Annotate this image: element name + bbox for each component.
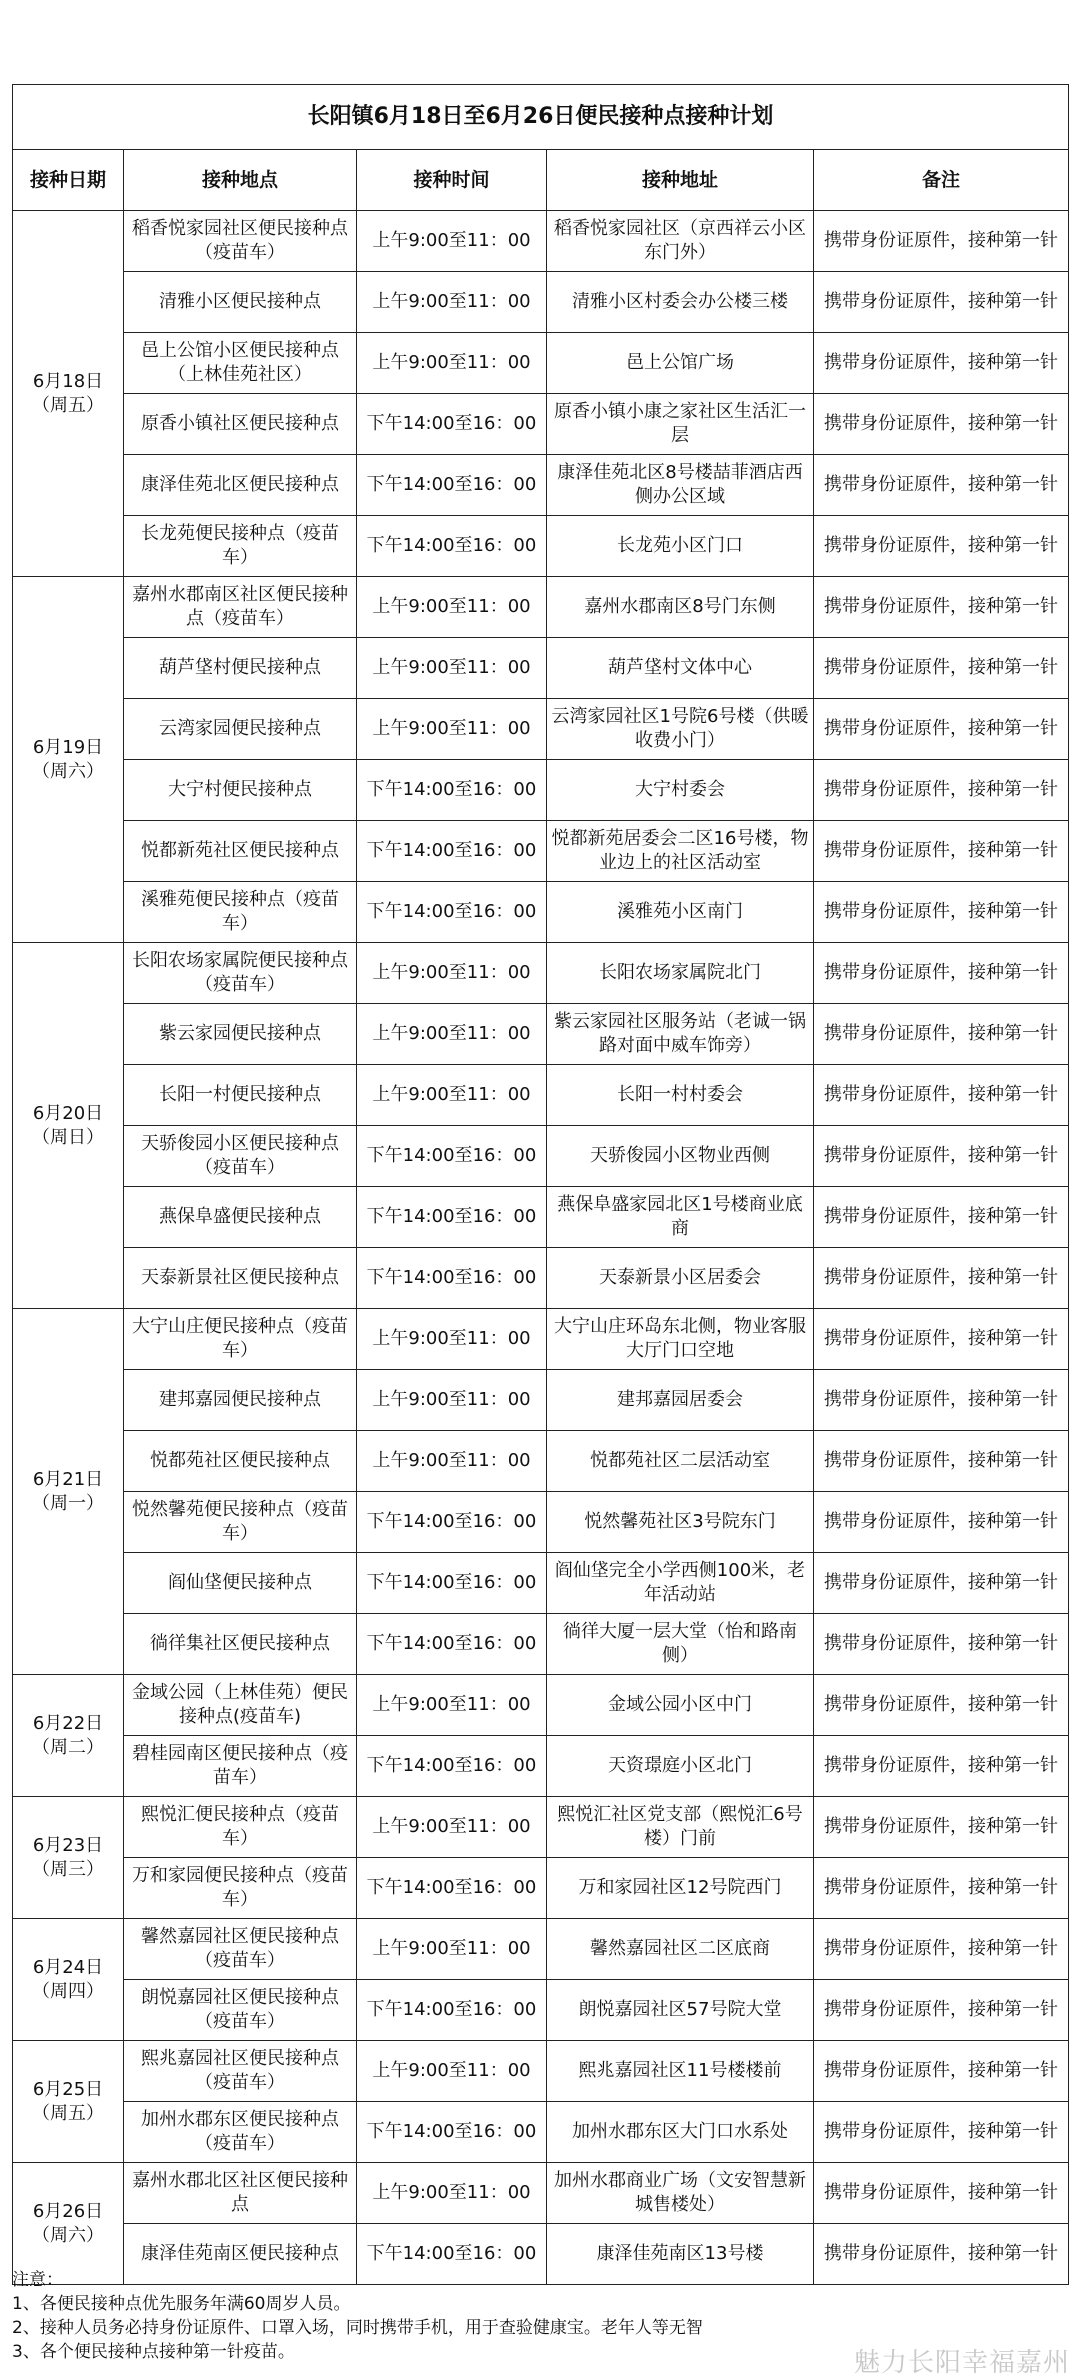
address-cell: 万和家园社区12号院西门 xyxy=(547,1858,814,1919)
remarks-cell: 携带身份证原件，接种第一针 xyxy=(814,1126,1069,1187)
time-cell: 下午14:00至16：00 xyxy=(357,394,547,455)
time-cell: 下午14:00至16：00 xyxy=(357,516,547,577)
site-cell: 熙兆嘉园社区便民接种点（疫苗车） xyxy=(124,2041,357,2102)
address-cell: 长阳一村村委会 xyxy=(547,1065,814,1126)
site-cell: 溪雅苑便民接种点（疫苗车） xyxy=(124,882,357,943)
time-cell: 上午9:00至11：00 xyxy=(357,2041,547,2102)
table-row xyxy=(13,1919,1069,1980)
remarks-cell: 携带身份证原件，接种第一针 xyxy=(814,2102,1069,2163)
address-cell: 悦都苑社区二层活动室 xyxy=(547,1431,814,1492)
remarks-cell: 携带身份证原件，接种第一针 xyxy=(814,1675,1069,1736)
time-cell: 上午9:00至11：00 xyxy=(357,638,547,699)
address-cell: 嘉州水郡南区8号门东侧 xyxy=(547,577,814,638)
time-cell: 下午14:00至16：00 xyxy=(357,1248,547,1309)
remarks-cell: 携带身份证原件，接种第一针 xyxy=(814,1858,1069,1919)
site-cell: 长阳一村便民接种点 xyxy=(124,1065,357,1126)
time-cell: 上午9:00至11：00 xyxy=(357,2163,547,2224)
time-cell: 上午9:00至11：00 xyxy=(357,1919,547,1980)
table-row xyxy=(13,1614,1069,1675)
header-time: 接种时间 xyxy=(357,150,547,211)
site-cell: 稻香悦家园社区便民接种点（疫苗车） xyxy=(124,211,357,272)
time-cell: 上午9:00至11：00 xyxy=(357,1309,547,1370)
remarks-cell: 携带身份证原件，接种第一针 xyxy=(814,1370,1069,1431)
table-row xyxy=(13,1736,1069,1797)
time-cell: 上午9:00至11：00 xyxy=(357,1370,547,1431)
header-row xyxy=(13,150,1069,211)
time-cell: 下午14:00至16：00 xyxy=(357,1126,547,1187)
remarks-cell: 携带身份证原件，接种第一针 xyxy=(814,333,1069,394)
date-cell: 6月24日 （周四） xyxy=(13,1919,124,2041)
time-cell: 下午14:00至16：00 xyxy=(357,1980,547,2041)
remarks-cell: 携带身份证原件，接种第一针 xyxy=(814,1736,1069,1797)
table-row xyxy=(13,1431,1069,1492)
address-cell: 建邦嘉园居委会 xyxy=(547,1370,814,1431)
remarks-cell: 携带身份证原件，接种第一针 xyxy=(814,821,1069,882)
address-cell: 燕保阜盛家园北区1号楼商业底商 xyxy=(547,1187,814,1248)
time-cell: 上午9:00至11：00 xyxy=(357,1431,547,1492)
remarks-cell: 携带身份证原件，接种第一针 xyxy=(814,760,1069,821)
remarks-cell: 携带身份证原件，接种第一针 xyxy=(814,1187,1069,1248)
address-cell: 金域公园小区中门 xyxy=(547,1675,814,1736)
site-cell: 建邦嘉园便民接种点 xyxy=(124,1370,357,1431)
site-cell: 朗悦嘉园社区便民接种点（疫苗车） xyxy=(124,1980,357,2041)
time-cell: 上午9:00至11：00 xyxy=(357,1675,547,1736)
time-cell: 下午14:00至16：00 xyxy=(357,2224,547,2285)
table-row xyxy=(13,760,1069,821)
remarks-cell: 携带身份证原件，接种第一针 xyxy=(814,2224,1069,2285)
table-row xyxy=(13,2041,1069,2102)
address-cell: 馨然嘉园社区二区底商 xyxy=(547,1919,814,1980)
address-cell: 邑上公馆广场 xyxy=(547,333,814,394)
address-cell: 加州水郡商业广场（文安智慧新城售楼处） xyxy=(547,2163,814,2224)
address-cell: 熙兆嘉园社区11号楼楼前 xyxy=(547,2041,814,2102)
address-cell: 悦然馨苑社区3号院东门 xyxy=(547,1492,814,1553)
time-cell: 下午14:00至16：00 xyxy=(357,1858,547,1919)
remarks-cell: 携带身份证原件，接种第一针 xyxy=(814,1553,1069,1614)
address-cell: 长阳农场家属院北门 xyxy=(547,943,814,1004)
address-cell: 清雅小区村委会办公楼三楼 xyxy=(547,272,814,333)
time-cell: 上午9:00至11：00 xyxy=(357,699,547,760)
note-item: 1、各便民接种点优先服务年满60周岁人员。 xyxy=(12,2294,351,2314)
site-cell: 熙悦汇便民接种点（疫苗车） xyxy=(124,1797,357,1858)
date-cell: 6月22日 （周二） xyxy=(13,1675,124,1797)
remarks-cell: 携带身份证原件，接种第一针 xyxy=(814,1248,1069,1309)
table-row xyxy=(13,1675,1069,1736)
time-cell: 上午9:00至11：00 xyxy=(357,1004,547,1065)
site-cell: 康泽佳苑南区便民接种点 xyxy=(124,2224,357,2285)
table-row xyxy=(13,1309,1069,1370)
date-cell: 6月21日（周一） xyxy=(13,1309,124,1675)
time-cell: 上午9:00至11：00 xyxy=(357,272,547,333)
table-row xyxy=(13,1004,1069,1065)
address-cell: 熙悦汇社区党支部（熙悦汇6号楼）门前 xyxy=(547,1797,814,1858)
table-row xyxy=(13,1187,1069,1248)
site-cell: 燕保阜盛便民接种点 xyxy=(124,1187,357,1248)
remarks-cell: 携带身份证原件，接种第一针 xyxy=(814,1431,1069,1492)
site-cell: 万和家园便民接种点（疫苗车） xyxy=(124,1858,357,1919)
table-row xyxy=(13,211,1069,272)
remarks-cell: 携带身份证原件，接种第一针 xyxy=(814,1797,1069,1858)
table-row xyxy=(13,516,1069,577)
address-cell: 稻香悦家园社区（京西祥云小区东门外） xyxy=(547,211,814,272)
address-cell: 天骄俊园小区物业西侧 xyxy=(547,1126,814,1187)
table-row xyxy=(13,1858,1069,1919)
address-cell: 康泽佳苑南区13号楼 xyxy=(547,2224,814,2285)
header-address: 接种地址 xyxy=(547,150,814,211)
table-row xyxy=(13,333,1069,394)
site-cell: 大宁村便民接种点 xyxy=(124,760,357,821)
table-row xyxy=(13,821,1069,882)
address-cell: 阎仙垡完全小学西侧100米，老年活动站 xyxy=(547,1553,814,1614)
site-cell: 悦都苑社区便民接种点 xyxy=(124,1431,357,1492)
site-cell: 悦然馨苑便民接种点（疫苗车） xyxy=(124,1492,357,1553)
remarks-cell: 携带身份证原件，接种第一针 xyxy=(814,699,1069,760)
time-cell: 上午9:00至11：00 xyxy=(357,211,547,272)
table-row xyxy=(13,1248,1069,1309)
time-cell: 下午14:00至16：00 xyxy=(357,1614,547,1675)
time-cell: 下午14:00至16：00 xyxy=(357,882,547,943)
address-cell: 长龙苑小区门口 xyxy=(547,516,814,577)
remarks-cell: 携带身份证原件，接种第一针 xyxy=(814,882,1069,943)
site-cell: 天骄俊园小区便民接种点（疫苗车） xyxy=(124,1126,357,1187)
date-cell: 6月20日（周日） xyxy=(13,943,124,1309)
site-cell: 邑上公馆小区便民接种点（上林佳苑社区） xyxy=(124,333,357,394)
time-cell: 上午9:00至11：00 xyxy=(357,943,547,1004)
remarks-cell: 携带身份证原件，接种第一针 xyxy=(814,1492,1069,1553)
header-site: 接种地点 xyxy=(124,150,357,211)
remarks-cell: 携带身份证原件，接种第一针 xyxy=(814,1919,1069,1980)
remarks-cell: 携带身份证原件，接种第一针 xyxy=(814,577,1069,638)
schedule-sheet xyxy=(12,84,1068,2285)
time-cell: 上午9:00至11：00 xyxy=(357,1065,547,1126)
remarks-cell: 携带身份证原件，接种第一针 xyxy=(814,2163,1069,2224)
address-cell: 加州水郡东区大门口水系处 xyxy=(547,2102,814,2163)
address-cell: 徜徉大厦一层大堂（怡和路南侧） xyxy=(547,1614,814,1675)
table-row xyxy=(13,1797,1069,1858)
address-cell: 原香小镇小康之家社区生活汇一层 xyxy=(547,394,814,455)
date-cell: 6月23日 （周三） xyxy=(13,1797,124,1919)
remarks-cell: 携带身份证原件，接种第一针 xyxy=(814,272,1069,333)
table-row xyxy=(13,1370,1069,1431)
time-cell: 下午14:00至16：00 xyxy=(357,1553,547,1614)
remarks-cell: 携带身份证原件，接种第一针 xyxy=(814,1065,1069,1126)
remarks-cell: 携带身份证原件，接种第一针 xyxy=(814,516,1069,577)
remarks-cell: 携带身份证原件，接种第一针 xyxy=(814,1614,1069,1675)
site-cell: 清雅小区便民接种点 xyxy=(124,272,357,333)
remarks-cell: 携带身份证原件，接种第一针 xyxy=(814,638,1069,699)
time-cell: 上午9:00至11：00 xyxy=(357,1797,547,1858)
header-date: 接种日期 xyxy=(13,150,124,211)
remarks-cell: 携带身份证原件，接种第一针 xyxy=(814,1980,1069,2041)
time-cell: 下午14:00至16：00 xyxy=(357,821,547,882)
table-row xyxy=(13,455,1069,516)
table-row xyxy=(13,1553,1069,1614)
site-cell: 葫芦垡村便民接种点 xyxy=(124,638,357,699)
site-cell: 加州水郡东区便民接种点（疫苗车） xyxy=(124,2102,357,2163)
site-cell: 天泰新景社区便民接种点 xyxy=(124,1248,357,1309)
site-cell: 碧桂园南区便民接种点（疫苗车） xyxy=(124,1736,357,1797)
table-row xyxy=(13,882,1069,943)
table-row xyxy=(13,2102,1069,2163)
remarks-cell: 携带身份证原件，接种第一针 xyxy=(814,1309,1069,1370)
address-cell: 悦都新苑居委会二区16号楼，物业边上的社区活动室 xyxy=(547,821,814,882)
table-row xyxy=(13,699,1069,760)
site-cell: 馨然嘉园社区便民接种点（疫苗车） xyxy=(124,1919,357,1980)
address-cell: 康泽佳苑北区8号楼喆菲酒店西侧办公区域 xyxy=(547,455,814,516)
site-cell: 悦都新苑社区便民接种点 xyxy=(124,821,357,882)
time-cell: 下午14:00至16：00 xyxy=(357,2102,547,2163)
site-cell: 大宁山庄便民接种点（疫苗车） xyxy=(124,1309,357,1370)
address-cell: 朗悦嘉园社区57号院大堂 xyxy=(547,1980,814,2041)
table-row xyxy=(13,577,1069,638)
address-cell: 天资璟庭小区北门 xyxy=(547,1736,814,1797)
site-cell: 紫云家园便民接种点 xyxy=(124,1004,357,1065)
site-cell: 金域公园（上林佳苑）便民接种点(疫苗车) xyxy=(124,1675,357,1736)
date-cell: 6月25日 （周五） xyxy=(13,2041,124,2163)
date-cell: 6月26日 （周六） xyxy=(13,2163,124,2285)
notes-heading: 注意： xyxy=(12,2270,63,2290)
site-cell: 阎仙垡便民接种点 xyxy=(124,1553,357,1614)
address-cell: 天泰新景小区居委会 xyxy=(547,1248,814,1309)
time-cell: 下午14:00至16：00 xyxy=(357,1492,547,1553)
site-cell: 长阳农场家属院便民接种点（疫苗车） xyxy=(124,943,357,1004)
address-cell: 溪雅苑小区南门 xyxy=(547,882,814,943)
table-row xyxy=(13,1065,1069,1126)
remarks-cell: 携带身份证原件，接种第一针 xyxy=(814,943,1069,1004)
time-cell: 上午9:00至11：00 xyxy=(357,577,547,638)
time-cell: 下午14:00至16：00 xyxy=(357,760,547,821)
table-title: 长阳镇6月18日至6月26日便民接种点接种计划 xyxy=(13,85,1069,150)
schedule-body xyxy=(13,211,1069,2285)
schedule-table xyxy=(12,84,1069,2285)
table-row xyxy=(13,272,1069,333)
table-row xyxy=(13,943,1069,1004)
table-row xyxy=(13,394,1069,455)
date-cell: 6月18日 （周五） xyxy=(13,211,124,577)
note-item: 2、接种人员务必持身份证原件、口罩入场，同时携带手机，用于查验健康宝。老年人等无智 xyxy=(12,2318,703,2338)
table-row xyxy=(13,638,1069,699)
address-cell: 紫云家园社区服务站（老诚一锅路对面中威车饰旁） xyxy=(547,1004,814,1065)
table-row xyxy=(13,1980,1069,2041)
remarks-cell: 携带身份证原件，接种第一针 xyxy=(814,211,1069,272)
site-cell: 嘉州水郡北区社区便民接种点 xyxy=(124,2163,357,2224)
remarks-cell: 携带身份证原件，接种第一针 xyxy=(814,394,1069,455)
time-cell: 下午14:00至16：00 xyxy=(357,455,547,516)
note-item: 3、各个便民接种点接种第一针疫苗。 xyxy=(12,2342,295,2362)
time-cell: 下午14:00至16：00 xyxy=(357,1736,547,1797)
address-cell: 大宁村委会 xyxy=(547,760,814,821)
site-cell: 嘉州水郡南区社区便民接种点（疫苗车） xyxy=(124,577,357,638)
site-cell: 原香小镇社区便民接种点 xyxy=(124,394,357,455)
table-row xyxy=(13,1492,1069,1553)
watermark: 魅力长阳幸福嘉州 xyxy=(853,2348,1070,2378)
site-cell: 云湾家园便民接种点 xyxy=(124,699,357,760)
address-cell: 葫芦垡村文体中心 xyxy=(547,638,814,699)
table-row xyxy=(13,2163,1069,2224)
address-cell: 云湾家园社区1号院6号楼（供暖收费小门） xyxy=(547,699,814,760)
site-cell: 徜徉集社区便民接种点 xyxy=(124,1614,357,1675)
remarks-cell: 携带身份证原件，接种第一针 xyxy=(814,1004,1069,1065)
site-cell: 长龙苑便民接种点（疫苗车） xyxy=(124,516,357,577)
site-cell: 康泽佳苑北区便民接种点 xyxy=(124,455,357,516)
remarks-cell: 携带身份证原件，接种第一针 xyxy=(814,455,1069,516)
table-row xyxy=(13,1126,1069,1187)
date-cell: 6月19日 （周六） xyxy=(13,577,124,943)
header-remarks: 备注 xyxy=(814,150,1069,211)
time-cell: 下午14:00至16：00 xyxy=(357,1187,547,1248)
time-cell: 上午9:00至11：00 xyxy=(357,333,547,394)
address-cell: 大宁山庄环岛东北侧，物业客服大厅门口空地 xyxy=(547,1309,814,1370)
remarks-cell: 携带身份证原件，接种第一针 xyxy=(814,2041,1069,2102)
